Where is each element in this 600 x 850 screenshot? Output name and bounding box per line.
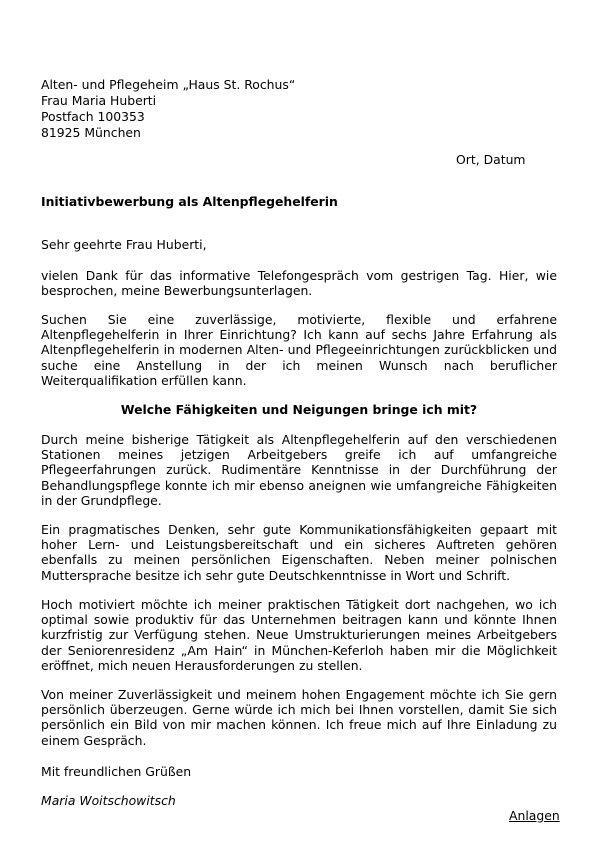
paragraph-invitation: Von meiner Zuverlässigkeit und meinem hohen Engagement möchte ich Sie gern persönlich überzeugen. Gerne würde ich mich bei Ihnen vorstellen, damit Sie sich persönlich ein Bild von mir machen können. Ich freue mich auf Ihre Einladung zu einem Gespräch. xyxy=(41,687,557,748)
paragraph-traits: Ein pragmatisches Denken, sehr gute Kommunikationsfähigkeiten gepaart mit hoher Lern- und Leistungsbereitschaft und ein sicheres Auftreten gehören ebenfalls zu meinen persönlichen Eigenschaften. Neben meiner polnischen Muttersprache besitze ich sehr gute Deutschkenntnisse in Wort und Schrift. xyxy=(41,522,557,583)
recipient-line-name: Frau Maria Huberti xyxy=(41,93,157,108)
paragraph-experience: Suchen Sie eine zuverlässige, motivierte, flexible und erfahrene Altenpflegehelferin in Ihrer Einrichtung? Ich kann auf sechs Jahre Erfahrung als Altenpflegehelferin in modernen Alten- und Pflegeeinrichtungen zurückblicken und suche eine Anstellung in der ich meinen Wunsch nach beruflicher Weiterqualifikation erfüllen kann. xyxy=(41,312,557,388)
paragraph-skills: Durch meine bisherige Tätigkeit als Altenpflegehelferin auf den verschiedenen Stationen meines jetzigen Arbeitgebers greife ich auf umfangreiche Pflegeerfahrungen zurück. Rudimentäre Kenntnisse in der Durchführung der Behandlungspflege konnte ich mir ebenso aneignen wie umfangreiche Fähigkeiten in der Grundpflege. xyxy=(41,432,557,508)
paragraph-motivation: Hoch motiviert möchte ich meiner praktischen Tätigkeit dort nachgehen, wo ich optimal sowie produktiv für das Unternehmen beitragen kann und könnte Ihnen kurzfristig zur Verfügung stehen. Neue Umstrukturierungen meines Arbeitgebers der Seniorenresidenz „Am Hain“ in München-Keferloh haben mir die Möglichkeit eröffnet, mich neuen Herausforderungen zu stellen. xyxy=(41,597,557,673)
salutation: Sehr geehrte Frau Huberti, xyxy=(41,237,207,252)
recipient-line-city: 81925 München xyxy=(41,125,141,140)
place-date: Ort, Datum xyxy=(456,152,526,167)
attachments-link[interactable]: Anlagen xyxy=(509,808,560,823)
closing-phrase: Mit freundlichen Grüßen xyxy=(41,764,192,779)
subject-line: Initiativbewerbung als Altenpflegehelferin xyxy=(41,194,338,209)
recipient-address xyxy=(41,77,295,141)
signature-name: Maria Woitschowitsch xyxy=(41,793,176,808)
recipient-line-institution: Alten- und Pflegeheim „Haus St. Rochus“ xyxy=(41,77,296,92)
recipient-line-postbox: Postfach 100353 xyxy=(41,109,145,124)
section-heading: Welche Fähigkeiten und Neigungen bringe ich mit? xyxy=(120,402,478,417)
paragraph-intro: vielen Dank für das informative Telefongespräch vom gestrigen Tag. Hier, wie besprochen, meine Bewerbungsunterlagen. xyxy=(41,268,557,299)
